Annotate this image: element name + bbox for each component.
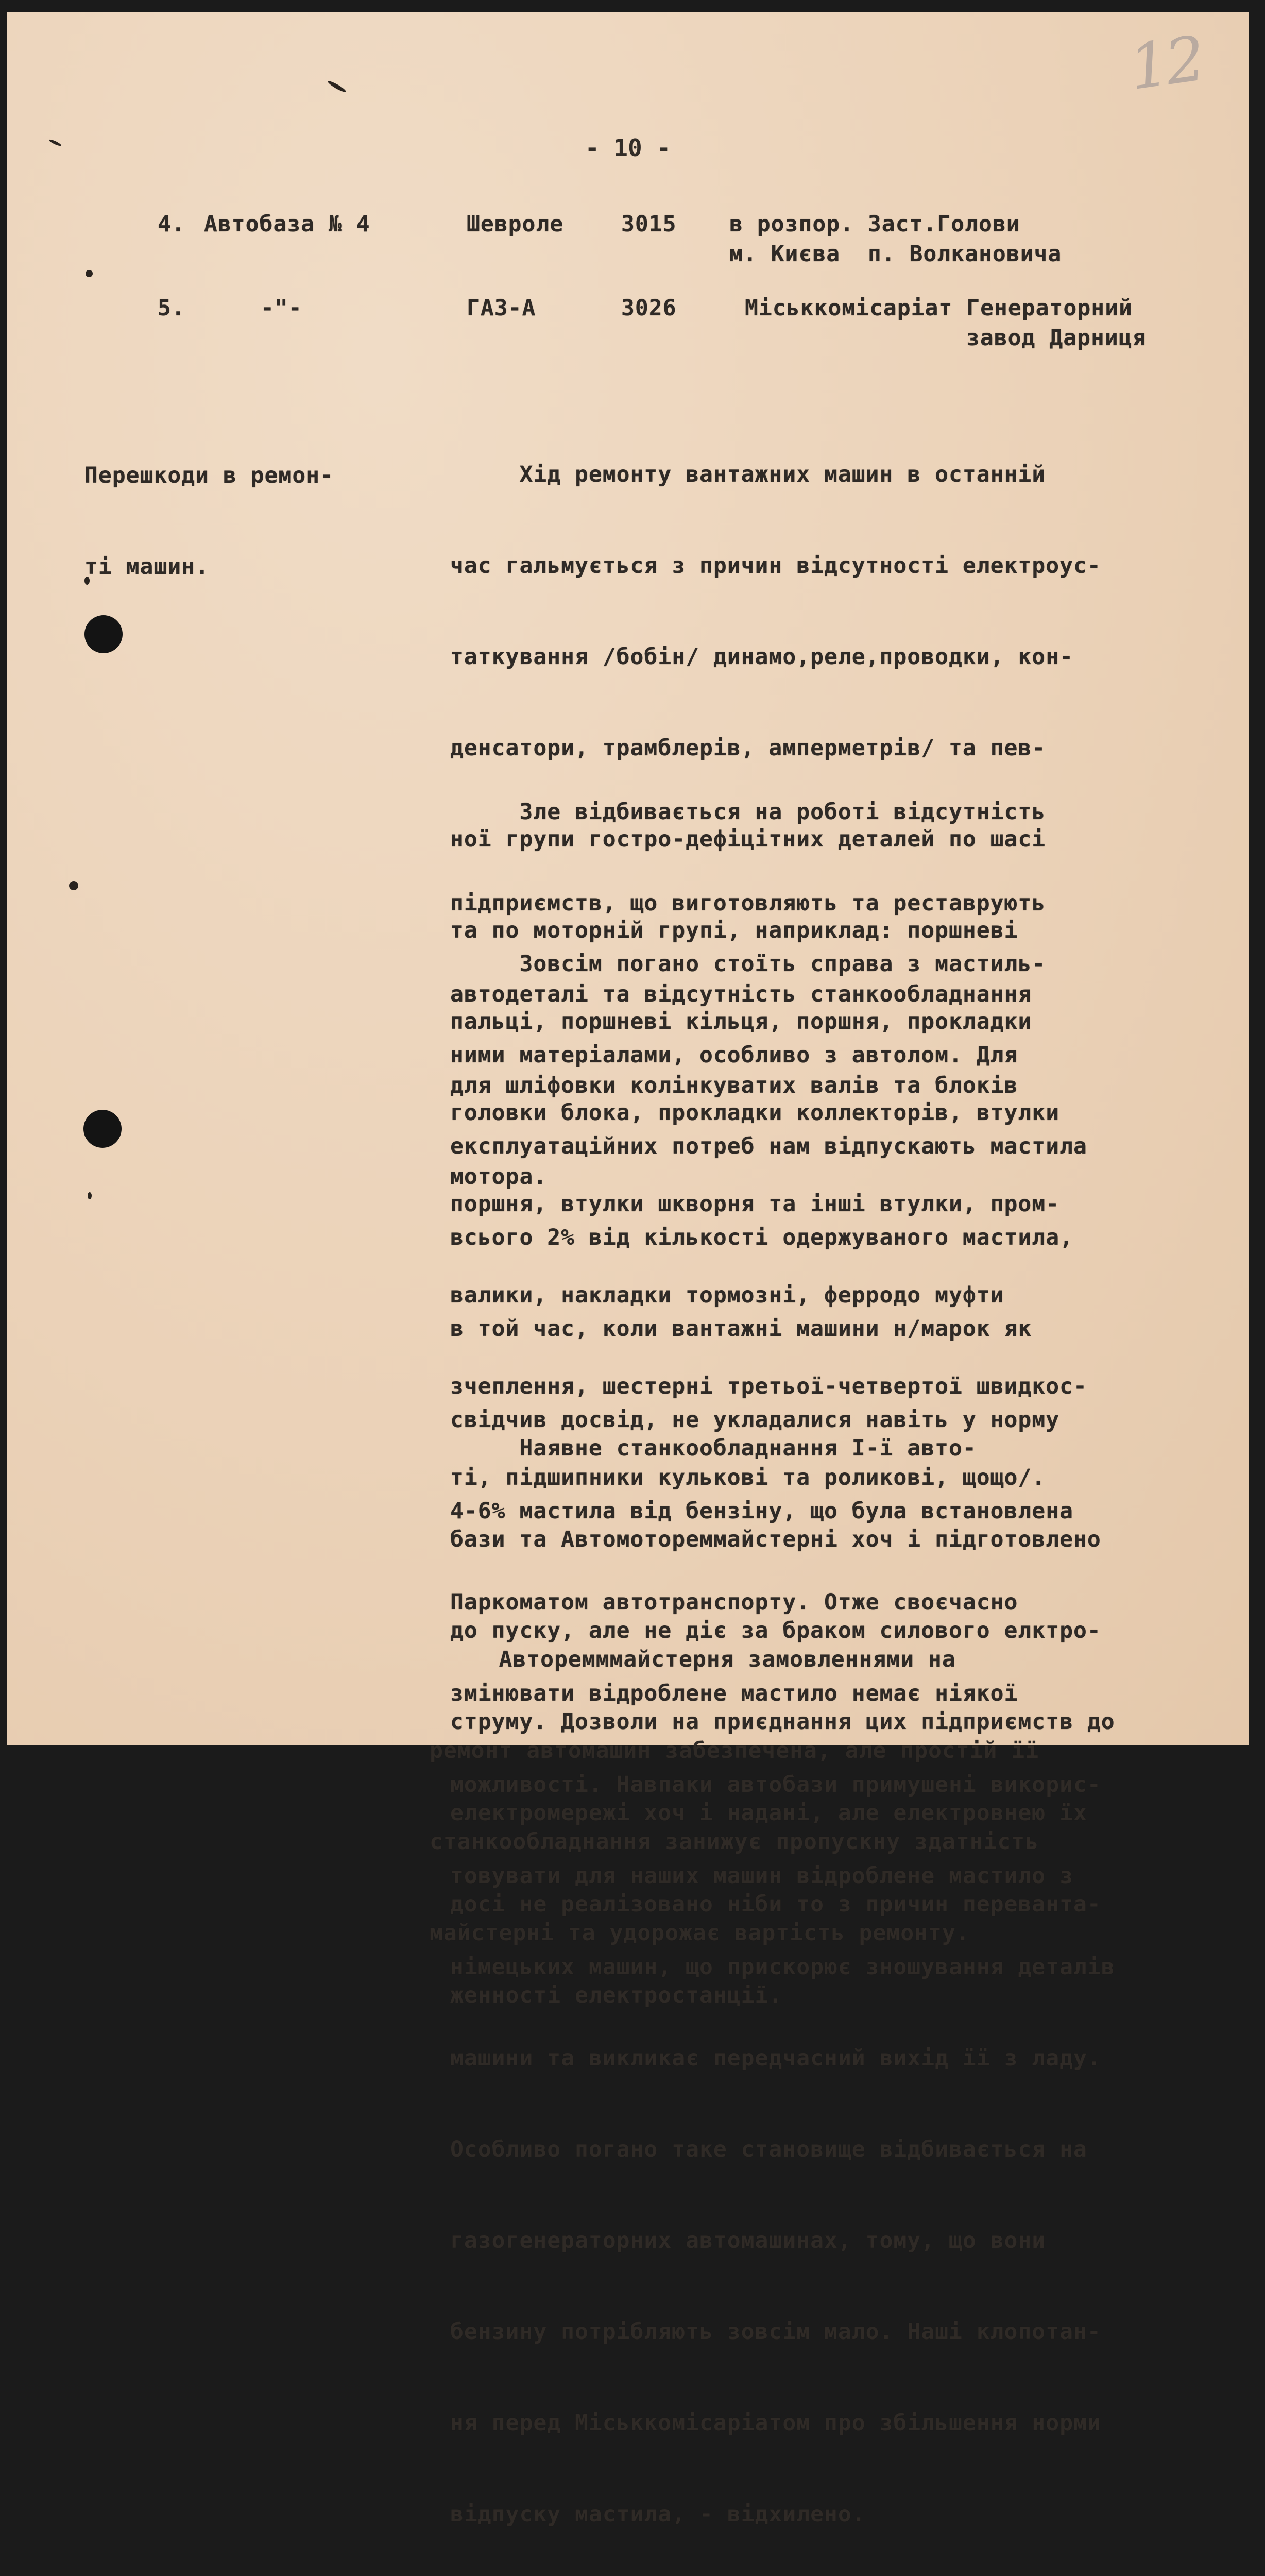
- text-line: бензину потрібляють зовсім мало. Наші клопотан-: [450, 2319, 1101, 2345]
- text-line: всього 2% від кількості одержуваного мастила,: [450, 1225, 1073, 1250]
- text-line: товувати для наших машин відроблене мастило з: [450, 1863, 1073, 1889]
- text-line: німецьких машин, що прискорює зношування деталів: [450, 1954, 1115, 1980]
- text-line: Паркоматом автотранспорту. Отже своєчасно: [450, 1589, 1018, 1615]
- text-line: валики, накладки тормозні, ферродо муфти: [450, 1282, 1004, 1308]
- text-line: бази та Автомотореммайстерні хоч і підготовлено: [450, 1527, 1101, 1552]
- text-line: Особливо погано таке становище відбивається на: [450, 2137, 1087, 2162]
- paragraph: [430, 1584, 1039, 2009]
- ink-speck: [327, 80, 347, 94]
- text-line: можливості. Навпаки автобази примушені викорис-: [450, 1772, 1101, 1798]
- text-line: та по моторній групі, наприклад: поршневі: [450, 918, 1018, 943]
- assignment-line: завод Дарниця: [966, 325, 1147, 351]
- page-number: - 10 -: [585, 134, 671, 162]
- text-line: експлуатаційних потреб нам відпускають мастила: [450, 1133, 1087, 1159]
- row-number: 5.: [158, 295, 185, 321]
- car-model: ГАЗ-А: [467, 295, 536, 321]
- car-model: Шевроле: [467, 211, 564, 237]
- text-line: ня перед Міськкомісаріатом про збільшення норми: [450, 2410, 1101, 2436]
- text-line: ремонт автомашин забезпечена, але простій її: [430, 1738, 1039, 1764]
- text-line: газогенераторних автомашинах, тому, що вони: [450, 2228, 1046, 2253]
- text-line: зчеплення, шестерні третьої-четвертої швидкос-: [450, 1374, 1087, 1399]
- auto-base: Автобаза № 4: [204, 211, 370, 237]
- text-line: до пуску, але не діє за браком силового елктро-: [450, 1618, 1101, 1643]
- text-line: підприємств, що виготовляють та реставрують: [450, 890, 1046, 916]
- ink-speck: [69, 881, 78, 890]
- text-line: електромережі хоч і надані, але електровнею їх: [450, 1800, 1087, 1826]
- text-line: Наявне станкообладнання І-ї авто-: [450, 1435, 977, 1461]
- text-line: в той час, коли вантажні машини н/марок як: [450, 1316, 1032, 1342]
- text-line: таткування /бобін/ динамо,реле,проводки, кон-: [450, 644, 1073, 670]
- text-line: ними матеріалами, особливо з автолом. Для: [450, 1042, 1018, 1068]
- text-line: машини та викликає передчасний вихід її з ладу.: [450, 2045, 1101, 2071]
- text-line: для шліфовки колінкуватих валів та блоків: [450, 1073, 1018, 1098]
- text-line: автодеталі та відсутність станкообладнання: [450, 981, 1032, 1007]
- text-line: головки блока, прокладки коллекторів, втулки: [450, 1100, 1060, 1126]
- text-line: ті, підшипники кулькові та роликові, щощо/.: [450, 1465, 1046, 1490]
- punch-hole-bottom: [83, 1110, 122, 1148]
- text-line: денсатори, трамблерів, амперметрів/ та пев-: [450, 735, 1046, 761]
- assignment-line: в розпор. Заст.Голови: [729, 211, 1020, 237]
- text-line: відпуску мастила, - відхилено.: [450, 2501, 866, 2527]
- assignment-line: м. Києва п. Волкановича: [729, 241, 1062, 267]
- text-line: майстерні та удорожає вартість ремонту.: [430, 1920, 970, 1946]
- text-line: час гальмується з причин відсутності електроус-: [450, 553, 1101, 579]
- text-line: змінювати відроблене мастило немає ніякої: [450, 1681, 1018, 1706]
- text-line: пальці, поршневі кільця, поршня, прокладки: [450, 1009, 1032, 1035]
- plate-number: 3026: [621, 295, 677, 321]
- side-note-line: ті машин.: [84, 554, 209, 580]
- ink-speck: [88, 1192, 92, 1199]
- text-line: Зовсім погано стоїть справа з мастиль-: [450, 951, 1046, 977]
- text-line: струму. Дозволи на приєднання цих підприємств до: [450, 1709, 1115, 1735]
- assignment-line: Міськкомісаріат Генераторний: [745, 295, 1133, 321]
- text-line: станкообладнання занижує пропускну здатність: [430, 1829, 1039, 1855]
- text-line: мотора.: [450, 1164, 548, 1190]
- auto-base: -"-: [261, 295, 302, 321]
- text-line: Хід ремонту вантажних машин в останній: [450, 462, 1046, 487]
- ink-speck: [86, 270, 93, 277]
- text-line: ної групи гостро-дефіцітних деталей по шасі: [450, 826, 1046, 852]
- text-line: Авторемммайстерня замовленнями на: [430, 1647, 956, 1672]
- side-note: [84, 400, 334, 643]
- archive-number: 12: [1125, 23, 1207, 105]
- text-line: женності електростанції.: [450, 1982, 783, 2008]
- side-note-line: Перешкоди в ремон-: [84, 463, 334, 488]
- text-line: поршня, втулки шкворня та інші втулки, пром-: [450, 1191, 1060, 1217]
- text-line: 4-6% мастила від бензіну, що була встановлена: [450, 1498, 1073, 1524]
- text-line: досі не реалізовано ніби то з причин переванта-: [450, 1891, 1101, 1917]
- row-number: 4.: [158, 211, 185, 237]
- plate-number: 3015: [621, 211, 677, 237]
- text-line: свідчив досвід, не укладалися навіть у норму: [450, 1407, 1060, 1433]
- text-line: Зле відбивається на роботі відсутність: [450, 799, 1046, 825]
- document-page: [7, 12, 1249, 2527]
